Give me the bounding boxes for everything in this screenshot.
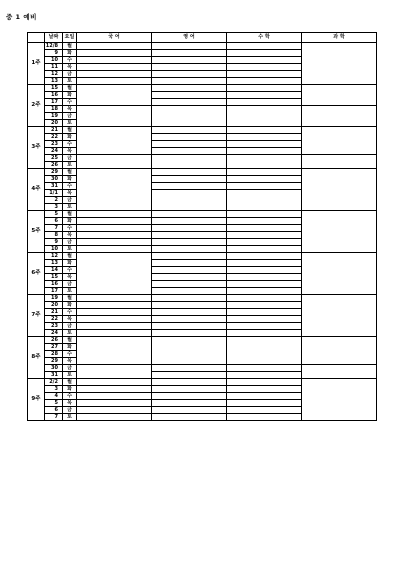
day-of-week-cell: 화: [63, 386, 77, 393]
korean-cell[interactable]: [77, 106, 152, 127]
date-cell: 17: [45, 288, 63, 295]
day-row: [28, 43, 377, 50]
date-cell: 11: [45, 64, 63, 71]
math-cell[interactable]: [227, 85, 302, 92]
day-of-week-cell: 화: [63, 218, 77, 225]
date-cell: 27: [45, 344, 63, 351]
day-of-week-cell: 목: [63, 106, 77, 113]
english-cell[interactable]: [152, 57, 227, 64]
korean-cell[interactable]: [77, 50, 152, 57]
day-of-week-cell: 토: [63, 78, 77, 85]
english-cell[interactable]: [152, 407, 227, 414]
korean-cell[interactable]: [77, 379, 152, 386]
date-cell: 24: [45, 148, 63, 155]
english-cell[interactable]: [152, 323, 227, 330]
day-of-week-cell: 화: [63, 260, 77, 267]
day-of-week-cell: 목: [63, 148, 77, 155]
english-cell[interactable]: [152, 330, 227, 337]
day-of-week-cell: 금: [63, 407, 77, 414]
date-cell: 20: [45, 302, 63, 309]
english-cell[interactable]: [152, 337, 227, 365]
day-of-week-cell: 금: [63, 239, 77, 246]
day-of-week-cell: 화: [63, 176, 77, 183]
english-cell[interactable]: [152, 239, 227, 246]
english-cell[interactable]: [152, 99, 227, 106]
week-label: 7주: [28, 295, 45, 337]
date-cell: 13: [45, 260, 63, 267]
date-cell: 25: [45, 155, 63, 162]
english-cell[interactable]: [152, 379, 227, 386]
korean-cell[interactable]: [77, 302, 152, 309]
korean-cell[interactable]: [77, 218, 152, 225]
date-header: 날짜: [45, 33, 63, 43]
day-of-week-cell: 금: [63, 113, 77, 120]
day-of-week-cell: 수: [63, 183, 77, 190]
korean-cell[interactable]: [77, 295, 152, 302]
math-cell[interactable]: [227, 141, 302, 148]
date-cell: 15: [45, 85, 63, 92]
english-cell[interactable]: [152, 155, 227, 169]
day-of-week-cell: 수: [63, 141, 77, 148]
date-cell: 13: [45, 78, 63, 85]
korean-cell[interactable]: [77, 64, 152, 71]
day-of-week-cell: 목: [63, 274, 77, 281]
date-cell: 6: [45, 218, 63, 225]
math-cell[interactable]: [227, 316, 302, 323]
math-cell[interactable]: [227, 386, 302, 393]
science-cell[interactable]: [302, 253, 377, 295]
korean-cell[interactable]: [77, 232, 152, 239]
english-cell[interactable]: [152, 400, 227, 407]
date-cell: 29: [45, 169, 63, 176]
korean-cell[interactable]: [77, 155, 152, 169]
science-cell[interactable]: [302, 43, 377, 85]
day-of-week-cell: 금: [63, 197, 77, 204]
date-cell: 10: [45, 57, 63, 64]
date-cell: 5: [45, 400, 63, 407]
math-cell[interactable]: [227, 295, 302, 302]
day-of-week-cell: 금: [63, 365, 77, 372]
day-of-week-cell: 월: [63, 211, 77, 218]
math-cell[interactable]: [227, 225, 302, 232]
day-of-week-cell: 토: [63, 288, 77, 295]
day-of-week-cell: 수: [63, 309, 77, 316]
day-row: [28, 127, 377, 134]
math-cell[interactable]: [227, 393, 302, 400]
science-cell[interactable]: [302, 337, 377, 365]
english-cell[interactable]: [152, 260, 227, 267]
korean-cell[interactable]: [77, 323, 152, 330]
english-cell[interactable]: [152, 393, 227, 400]
korean-header: 국 어: [77, 33, 152, 43]
date-cell: 1/1: [45, 190, 63, 197]
document-title: [6, 13, 37, 21]
math-cell[interactable]: [227, 211, 302, 218]
day-header: 요일: [63, 33, 77, 43]
day-of-week-cell: 수: [63, 351, 77, 358]
date-cell: 8: [45, 232, 63, 239]
english-cell[interactable]: [152, 246, 227, 253]
english-cell[interactable]: [152, 302, 227, 309]
english-cell[interactable]: [152, 141, 227, 148]
korean-cell[interactable]: [77, 414, 152, 421]
math-cell[interactable]: [227, 288, 302, 295]
week-label: 3주: [28, 127, 45, 169]
date-cell: 17: [45, 99, 63, 106]
math-cell[interactable]: [227, 239, 302, 246]
date-cell: 28: [45, 351, 63, 358]
date-cell: 26: [45, 337, 63, 344]
math-cell[interactable]: [227, 330, 302, 337]
english-cell[interactable]: [152, 190, 227, 211]
math-cell[interactable]: [227, 400, 302, 407]
day-of-week-cell: 토: [63, 204, 77, 211]
english-cell[interactable]: [152, 372, 227, 379]
date-cell: 21: [45, 127, 63, 134]
date-cell: 23: [45, 141, 63, 148]
day-row: [28, 253, 377, 260]
date-cell: 4: [45, 393, 63, 400]
date-cell: 16: [45, 92, 63, 99]
english-cell[interactable]: [152, 316, 227, 323]
science-cell[interactable]: [302, 365, 377, 379]
date-cell: 20: [45, 120, 63, 127]
math-cell[interactable]: [227, 176, 302, 183]
english-cell[interactable]: [152, 414, 227, 421]
date-cell: 3: [45, 204, 63, 211]
date-cell: 12: [45, 253, 63, 260]
day-of-week-cell: 화: [63, 134, 77, 141]
math-cell[interactable]: [227, 78, 302, 85]
date-cell: 24: [45, 330, 63, 337]
math-cell[interactable]: [227, 309, 302, 316]
math-cell[interactable]: [227, 246, 302, 253]
english-cell[interactable]: [152, 71, 227, 78]
math-cell[interactable]: [227, 274, 302, 281]
english-cell[interactable]: [152, 85, 227, 92]
date-cell: 2/2: [45, 379, 63, 386]
day-of-week-cell: 수: [63, 225, 77, 232]
day-row: [28, 365, 377, 372]
korean-cell[interactable]: [77, 127, 152, 155]
study-planner-table-wrap: [27, 32, 377, 421]
korean-cell[interactable]: [77, 365, 152, 379]
math-cell[interactable]: [227, 99, 302, 106]
science-header: 과 학: [302, 33, 377, 43]
document-title-text: 중 1 예비: [6, 13, 37, 21]
english-cell[interactable]: [152, 169, 227, 176]
english-cell[interactable]: [152, 274, 227, 281]
day-of-week-cell: 목: [63, 64, 77, 71]
day-of-week-cell: 토: [63, 162, 77, 169]
date-cell: 10: [45, 246, 63, 253]
date-cell: 9: [45, 239, 63, 246]
date-cell: 3: [45, 386, 63, 393]
date-cell: 12/8: [45, 43, 63, 50]
date-cell: 23: [45, 323, 63, 330]
english-cell[interactable]: [152, 218, 227, 225]
math-cell[interactable]: [227, 365, 302, 372]
week-label: 9주: [28, 379, 45, 421]
day-of-week-cell: 토: [63, 120, 77, 127]
math-cell[interactable]: [227, 127, 302, 134]
date-cell: 5: [45, 211, 63, 218]
science-cell[interactable]: [302, 85, 377, 106]
date-cell: 2: [45, 197, 63, 204]
day-row: [28, 85, 377, 92]
english-cell[interactable]: [152, 253, 227, 260]
math-cell[interactable]: [227, 260, 302, 267]
day-of-week-cell: 화: [63, 344, 77, 351]
day-of-week-cell: 목: [63, 358, 77, 365]
date-cell: 12: [45, 71, 63, 78]
day-row: [28, 211, 377, 218]
english-cell[interactable]: [152, 365, 227, 372]
english-header: 영 어: [152, 33, 227, 43]
english-cell[interactable]: [152, 43, 227, 50]
math-cell[interactable]: [227, 414, 302, 421]
planner-body: [28, 43, 377, 421]
korean-cell[interactable]: [77, 85, 152, 106]
korean-cell[interactable]: [77, 246, 152, 253]
math-cell[interactable]: [227, 92, 302, 99]
math-cell[interactable]: [227, 302, 302, 309]
week-label: 5주: [28, 211, 45, 253]
day-of-week-cell: 토: [63, 330, 77, 337]
date-cell: 31: [45, 372, 63, 379]
week-label: 2주: [28, 85, 45, 127]
date-cell: 6: [45, 407, 63, 414]
science-cell[interactable]: [302, 155, 377, 169]
day-of-week-cell: 월: [63, 337, 77, 344]
header-row: [28, 33, 377, 43]
date-cell: 7: [45, 225, 63, 232]
english-cell[interactable]: [152, 148, 227, 155]
day-of-week-cell: 월: [63, 295, 77, 302]
math-cell[interactable]: [227, 323, 302, 330]
english-cell[interactable]: [152, 106, 227, 127]
korean-cell[interactable]: [77, 386, 152, 393]
korean-cell[interactable]: [77, 211, 152, 218]
english-cell[interactable]: [152, 295, 227, 302]
math-cell[interactable]: [227, 148, 302, 155]
day-of-week-cell: 수: [63, 99, 77, 106]
korean-cell[interactable]: [77, 169, 152, 211]
math-cell[interactable]: [227, 281, 302, 288]
korean-cell[interactable]: [77, 57, 152, 64]
week-label: 6주: [28, 253, 45, 295]
math-cell[interactable]: [227, 190, 302, 211]
math-cell[interactable]: [227, 253, 302, 260]
korean-cell[interactable]: [77, 239, 152, 246]
math-cell[interactable]: [227, 379, 302, 386]
day-of-week-cell: 목: [63, 190, 77, 197]
date-cell: 22: [45, 134, 63, 141]
english-cell[interactable]: [152, 78, 227, 85]
math-cell[interactable]: [227, 50, 302, 57]
date-cell: 14: [45, 267, 63, 274]
week-header: [28, 33, 45, 43]
english-cell[interactable]: [152, 64, 227, 71]
week-label: 1주: [28, 43, 45, 85]
math-cell[interactable]: [227, 155, 302, 169]
korean-cell[interactable]: [77, 316, 152, 323]
korean-cell[interactable]: [77, 330, 152, 337]
day-of-week-cell: 금: [63, 71, 77, 78]
day-of-week-cell: 월: [63, 253, 77, 260]
english-cell[interactable]: [152, 211, 227, 218]
date-cell: 30: [45, 176, 63, 183]
day-of-week-cell: 토: [63, 246, 77, 253]
day-of-week-cell: 금: [63, 281, 77, 288]
date-cell: 26: [45, 162, 63, 169]
math-cell[interactable]: [227, 57, 302, 64]
korean-cell[interactable]: [77, 43, 152, 50]
day-row: [28, 106, 377, 113]
korean-cell[interactable]: [77, 337, 152, 365]
day-row: [28, 337, 377, 344]
date-cell: 16: [45, 281, 63, 288]
math-cell[interactable]: [227, 337, 302, 365]
day-of-week-cell: 월: [63, 379, 77, 386]
english-cell[interactable]: [152, 176, 227, 183]
english-cell[interactable]: [152, 225, 227, 232]
english-cell[interactable]: [152, 288, 227, 295]
date-cell: 29: [45, 358, 63, 365]
day-of-week-cell: 화: [63, 50, 77, 57]
day-of-week-cell: 토: [63, 372, 77, 379]
study-planner-table: [27, 32, 377, 421]
math-cell[interactable]: [227, 106, 302, 127]
date-cell: 19: [45, 113, 63, 120]
math-cell[interactable]: [227, 232, 302, 239]
science-cell[interactable]: [302, 295, 377, 337]
week-label: 8주: [28, 337, 45, 379]
korean-cell[interactable]: [77, 400, 152, 407]
math-cell[interactable]: [227, 267, 302, 274]
math-cell[interactable]: [227, 43, 302, 50]
math-header: 수 학: [227, 33, 302, 43]
day-of-week-cell: 목: [63, 316, 77, 323]
math-cell[interactable]: [227, 134, 302, 141]
math-cell[interactable]: [227, 183, 302, 190]
day-of-week-cell: 목: [63, 232, 77, 239]
math-cell[interactable]: [227, 64, 302, 71]
math-cell[interactable]: [227, 169, 302, 176]
math-cell[interactable]: [227, 218, 302, 225]
science-cell[interactable]: [302, 169, 377, 211]
english-cell[interactable]: [152, 232, 227, 239]
math-cell[interactable]: [227, 71, 302, 78]
english-cell[interactable]: [152, 309, 227, 316]
date-cell: 18: [45, 106, 63, 113]
science-cell[interactable]: [302, 211, 377, 253]
english-cell[interactable]: [152, 281, 227, 288]
english-cell[interactable]: [152, 127, 227, 134]
math-cell[interactable]: [227, 407, 302, 414]
day-of-week-cell: 수: [63, 267, 77, 274]
week-label: 4주: [28, 169, 45, 211]
day-of-week-cell: 월: [63, 169, 77, 176]
korean-cell[interactable]: [77, 309, 152, 316]
day-of-week-cell: 금: [63, 323, 77, 330]
date-cell: 15: [45, 274, 63, 281]
date-cell: 7: [45, 414, 63, 421]
date-cell: 30: [45, 365, 63, 372]
day-of-week-cell: 금: [63, 155, 77, 162]
date-cell: 9: [45, 50, 63, 57]
day-of-week-cell: 목: [63, 400, 77, 407]
date-cell: 19: [45, 295, 63, 302]
day-of-week-cell: 월: [63, 85, 77, 92]
date-cell: 21: [45, 309, 63, 316]
korean-cell[interactable]: [77, 71, 152, 78]
day-row: [28, 379, 377, 386]
day-row: [28, 169, 377, 176]
english-cell[interactable]: [152, 183, 227, 190]
day-of-week-cell: 화: [63, 302, 77, 309]
korean-cell[interactable]: [77, 225, 152, 232]
korean-cell[interactable]: [77, 253, 152, 295]
day-of-week-cell: 토: [63, 414, 77, 421]
date-cell: 31: [45, 183, 63, 190]
science-cell[interactable]: [302, 106, 377, 127]
day-of-week-cell: 수: [63, 393, 77, 400]
english-cell[interactable]: [152, 386, 227, 393]
science-cell[interactable]: [302, 379, 377, 421]
science-cell[interactable]: [302, 127, 377, 155]
korean-cell[interactable]: [77, 393, 152, 400]
day-of-week-cell: 수: [63, 57, 77, 64]
english-cell[interactable]: [152, 267, 227, 274]
day-of-week-cell: 월: [63, 127, 77, 134]
english-cell[interactable]: [152, 92, 227, 99]
day-of-week-cell: 화: [63, 92, 77, 99]
day-row: [28, 155, 377, 162]
date-cell: 22: [45, 316, 63, 323]
korean-cell[interactable]: [77, 78, 152, 85]
english-cell[interactable]: [152, 134, 227, 141]
day-row: [28, 295, 377, 302]
korean-cell[interactable]: [77, 407, 152, 414]
math-cell[interactable]: [227, 372, 302, 379]
english-cell[interactable]: [152, 50, 227, 57]
day-of-week-cell: 월: [63, 43, 77, 50]
